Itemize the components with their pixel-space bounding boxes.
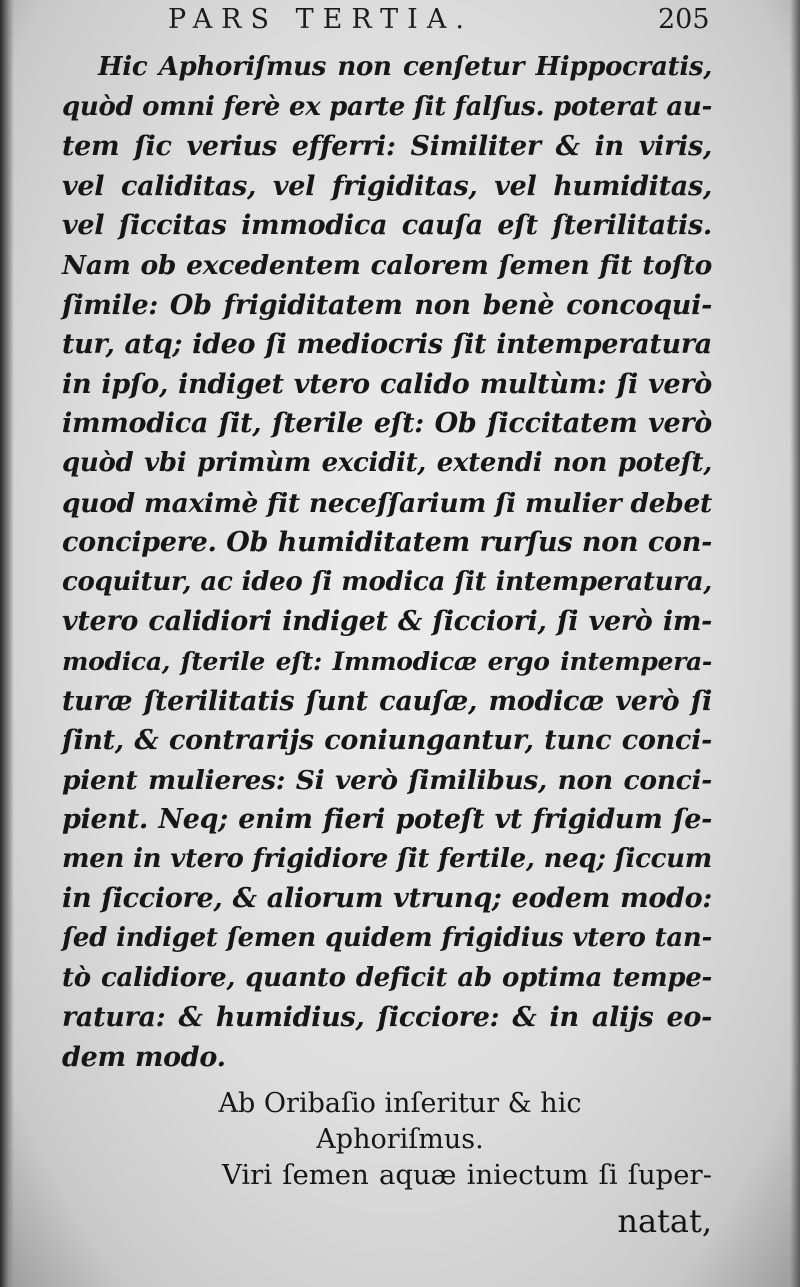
aphorism-line: Viri ſemen aquæ iniectum ſi ſuper- bbox=[222, 1159, 712, 1191]
text-line: ſimile: Ob frigiditatem non benè concoqui- bbox=[62, 289, 712, 321]
section-heading bbox=[100, 1086, 700, 1158]
text-line: in ipſo, indiget vtero calido multùm: ſi verò bbox=[62, 368, 712, 400]
text-line: in ſicciore, & aliorum vtrunq; eodem modo: bbox=[62, 883, 712, 915]
text-line: pient mulieres: Si verò ſimilibus, non conci- bbox=[62, 764, 712, 796]
text-line: quòd vbi primùm excidit, extendi non poteſt, bbox=[62, 447, 712, 478]
text-line: tem ſic verius efferri: Similiter & in viris, bbox=[62, 131, 712, 163]
text-line: coquitur, ac ideo ſi modica ſit intemperatura, bbox=[62, 566, 712, 597]
text-line: pient. Neq; enim fieri poteſt vt frigidum ſe- bbox=[62, 804, 712, 836]
text-line: quod maximè fit neceſſarium ſi mulier debet bbox=[62, 487, 712, 519]
text-line: Nam ob excedentem calorem ſemen fit toſto bbox=[62, 249, 712, 281]
text-line: quòd omni ferè ex parte ſit falſus. poterat au- bbox=[62, 91, 712, 122]
text-line: concipere. Ob humiditatem rurſus non con- bbox=[62, 527, 712, 559]
commentary-paragraph bbox=[62, 48, 712, 1077]
text-line: vel ſiccitas immodica cauſa eſt ſterilitatis. bbox=[62, 210, 712, 242]
section-heading-line: Ab Oribaſio inſeritur & hic bbox=[218, 1088, 582, 1119]
text-line: ſed indiget ſemen quidem frigidius vtero tan- bbox=[62, 923, 712, 954]
text-line: immodica ſit, ſterile eſt: Ob ſiccitatem verò bbox=[62, 408, 712, 440]
text-line: vel caliditas, vel frigiditas, vel humiditas, bbox=[62, 170, 712, 202]
page-header bbox=[0, 2, 800, 42]
text-line: men in vtero frigidiore ſit fertile, neq; ſiccum bbox=[62, 843, 712, 874]
text-line: ratura: & humidius, ſicciore: & in alijs eo- bbox=[62, 1002, 712, 1034]
text-line: tò calidiore, quanto deficit ab optima tempe- bbox=[62, 962, 712, 993]
text-line: Hic Aphoriſmus non cenſetur Hippocratis, bbox=[98, 52, 712, 82]
running-head: PARS TERTIA. bbox=[168, 4, 473, 35]
text-line: tur, atq; ideo ſi mediocris ſit intemperatura bbox=[62, 329, 712, 361]
page-number: 205 bbox=[658, 4, 710, 35]
text-line: vtero calidiori indiget & ſicciori, ſi verò im- bbox=[62, 606, 712, 638]
text-line: dem modo. bbox=[62, 1041, 226, 1073]
aphorism-line: natat, bbox=[617, 1202, 712, 1240]
section-heading-line: Aphoriſmus. bbox=[316, 1124, 484, 1155]
text-line: modica, ſterile eſt: Immodicæ ergo intempera- bbox=[62, 646, 712, 676]
text-line: turæ ſterilitatis ſunt cauſæ, modicæ verò ſi bbox=[62, 685, 712, 717]
aphorism-text bbox=[222, 1152, 712, 1244]
text-line: ſint, & contrarijs coniungantur, tunc conci- bbox=[62, 725, 712, 757]
